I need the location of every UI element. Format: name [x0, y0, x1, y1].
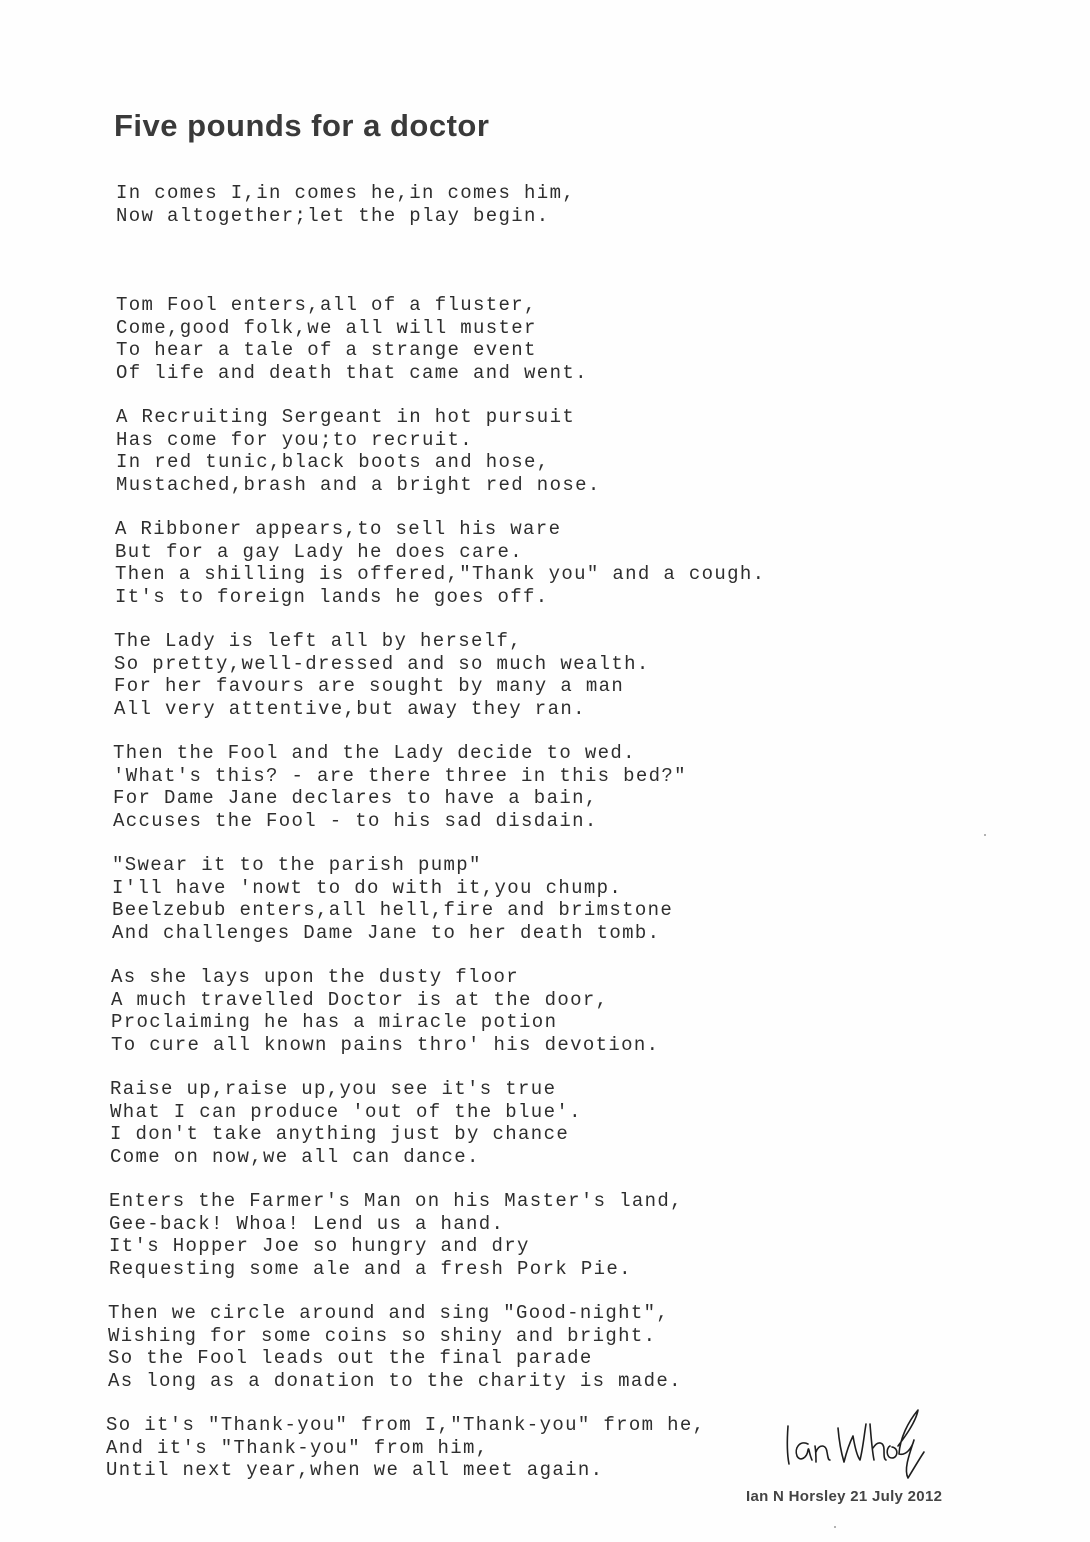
poem-line: What I can produce 'out of the blue'.: [110, 1100, 582, 1123]
stanza: [108, 1302, 682, 1392]
stanza: [112, 854, 673, 944]
stanza: [113, 742, 687, 832]
stanza: [106, 1414, 705, 1482]
stanza: [114, 630, 650, 720]
poem-line: It's Hopper Joe so hungry and dry: [109, 1235, 530, 1257]
poem-line: But for a gay Lady he does care.: [115, 540, 524, 563]
poem-line: I'll have 'nowt to do with it,you chump.: [112, 876, 623, 899]
poem-line: And it's "Thank-you" from him,: [106, 1436, 489, 1459]
stanza: [110, 1078, 582, 1168]
poem-line: Beelzebub enters,all hell,fire and brimstone: [112, 899, 674, 921]
poem-line: A Ribboner appears,to sell his ware: [115, 518, 562, 540]
poem-line: Until next year,when we all meet again.: [106, 1459, 604, 1481]
poem-line: To hear a tale of a strange event: [116, 339, 537, 361]
poem-line: Enters the Farmer's Man on his Master's land,: [109, 1190, 683, 1212]
poem-line: For Dame Jane declares to have a bain,: [113, 787, 598, 809]
poem-line: Come on now,we all can dance.: [110, 1145, 480, 1168]
stanza: [109, 1190, 683, 1280]
poem-line: 'What's this? - are there three in this bed?": [113, 764, 687, 787]
poem-line: Tom Fool enters,all of a fluster,: [116, 294, 537, 316]
poem-title: Five pounds for a doctor: [114, 108, 490, 143]
scan-speck: [834, 1526, 836, 1528]
poem-line: Mustached,brash and a bright red nose.: [116, 473, 601, 496]
poem-line: In comes I,in comes he,in comes him,: [116, 182, 576, 204]
poem-line: Of life and death that came and went.: [116, 361, 588, 384]
stanza: [116, 406, 601, 496]
author-date-credit: Ian N Horsley 21 July 2012: [746, 1488, 943, 1505]
poem-line: And challenges Dame Jane to her death tomb.: [112, 921, 661, 944]
poem-line: The Lady is left all by herself,: [114, 630, 523, 652]
poem-line: As long as a donation to the charity is made.: [108, 1369, 682, 1392]
poem-line: Then a shilling is offered,"Thank you" and a cough.: [115, 563, 766, 585]
poem-line: As she lays upon the dusty floor: [111, 966, 520, 988]
poem-line: Proclaiming he has a miracle potion: [111, 1011, 558, 1033]
poem-line: Has come for you;to recruit.: [116, 428, 474, 451]
poem-line: Accuses the Fool - to his sad disdain.: [113, 809, 598, 832]
poem-line: For her favours are sought by many a man: [114, 675, 625, 697]
poem-line: Come,good folk,we all will muster: [116, 316, 537, 339]
poem-line: A Recruiting Sergeant in hot pursuit: [116, 406, 576, 428]
poem-line: "Swear it to the parish pump": [112, 854, 482, 876]
poem-line: To cure all known pains thro' his devotion.: [111, 1033, 660, 1056]
poem-line: I don't take anything just by chance: [110, 1123, 570, 1145]
poem-line: It's to foreign lands he goes off.: [115, 585, 549, 608]
poem-line: A much travelled Doctor is at the door,: [111, 988, 609, 1011]
poem-line: In red tunic,black boots and hose,: [116, 451, 550, 473]
stanza: [115, 518, 765, 608]
poem-line: Requesting some ale and a fresh Pork Pie.: [109, 1257, 632, 1280]
stanza: [116, 294, 588, 384]
poem-line: Gee-back! Whoa! Lend us a hand.: [109, 1212, 505, 1235]
handwritten-signature-icon: [778, 1402, 928, 1484]
poem-line: Wishing for some coins so shiny and bright.: [108, 1324, 657, 1347]
poem-line: Now altogether;let the play begin.: [116, 204, 550, 227]
poem-line: So it's "Thank-you" from I,"Thank-you" from he,: [106, 1414, 706, 1436]
poem-line: Then the Fool and the Lady decide to wed.: [113, 742, 636, 764]
stanza: [116, 182, 575, 227]
scan-speck: [984, 834, 986, 836]
poem-line: So the Fool leads out the final parade: [108, 1347, 593, 1369]
stanza: [111, 966, 659, 1056]
poem-line: All very attentive,but away they ran.: [114, 697, 586, 720]
poem-line: Then we circle around and sing "Good-night",: [108, 1302, 670, 1324]
poem-line: Raise up,raise up,you see it's true: [110, 1078, 557, 1100]
poem-line: So pretty,well-dressed and so much wealth.: [114, 652, 650, 675]
